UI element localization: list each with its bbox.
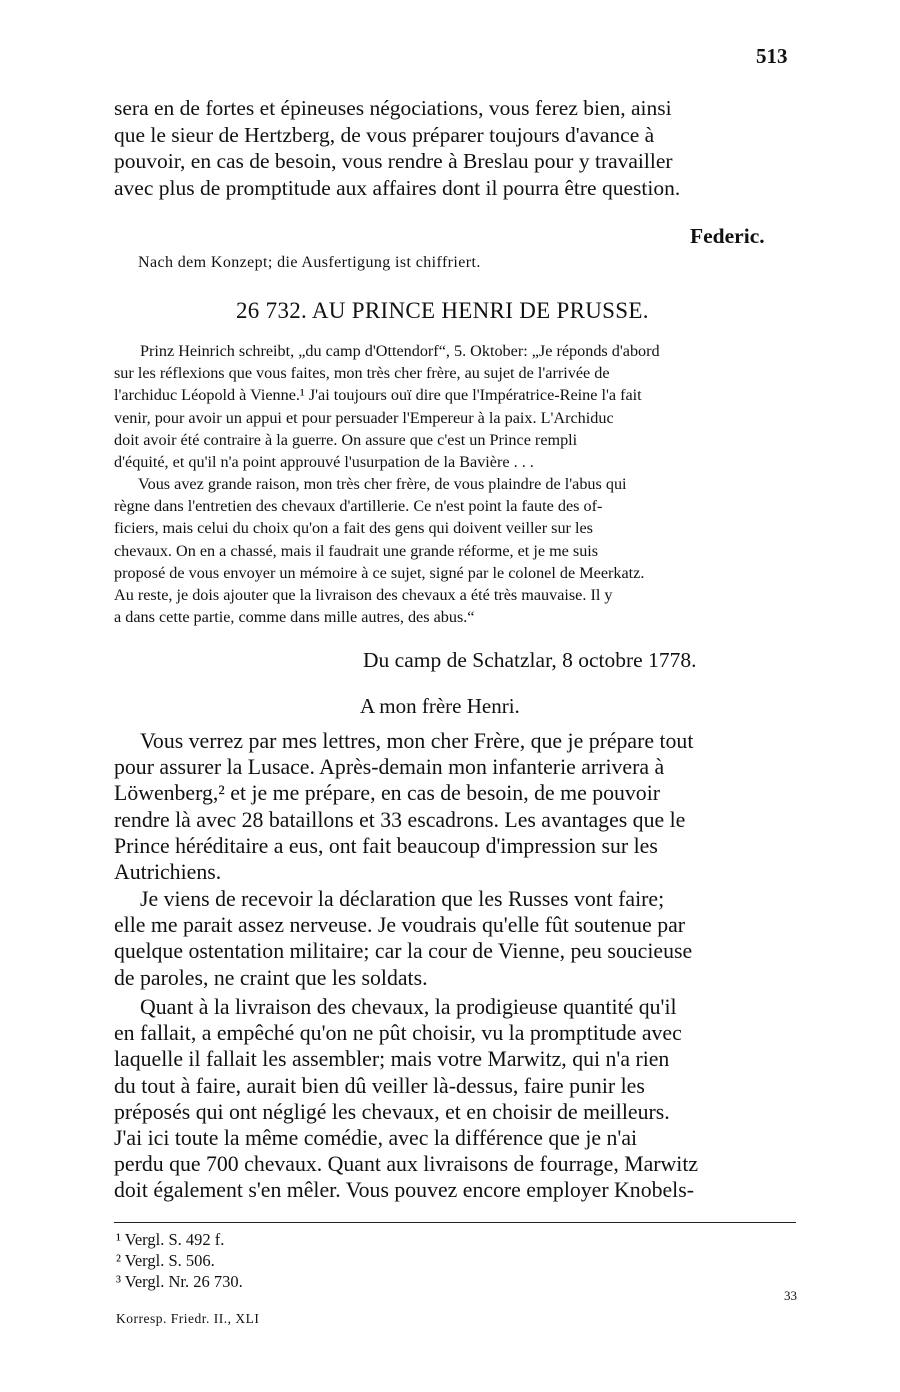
page-number: 513 xyxy=(756,44,788,68)
text-line: doit également s'en mêler. Vous pouvez encore employer Knobels- xyxy=(114,1178,694,1203)
text-line: quelque ostentation militaire; car la cour de Vienne, peu soucieuse xyxy=(114,939,693,964)
body-paragraph-1 xyxy=(114,728,794,885)
text-line: laquelle il fallait les assembler; mais votre Marwitz, qui n'a rien xyxy=(114,1047,670,1072)
prince-letter-paragraph-1 xyxy=(114,340,792,473)
text-line: que le sieur de Hertzberg, de vous préparer toujours d'avance à xyxy=(114,122,655,147)
opening-paragraph xyxy=(114,95,792,201)
text-line: de paroles, ne craint que les soldats. xyxy=(114,965,428,990)
text-line: du tout à faire, aurait bien dû veiller là-dessus, faire punir les xyxy=(114,1073,645,1098)
text-line: Prinz Heinrich schreibt, „du camp d'Ottendorf“, 5. Oktober: „Je réponds d'abord xyxy=(140,342,660,360)
text-line: J'ai ici toute la même comédie, avec la différence que je n'ai xyxy=(114,1126,638,1151)
text-line: d'équité, et qu'il n'a point approuvé l'usurpation de la Bavière . . . xyxy=(114,453,534,472)
footnotes xyxy=(116,1229,243,1292)
text-line: en fallait, a empêché qu'on ne pût choisir, vu la promptitude avec xyxy=(114,1021,682,1046)
text-line: Je viens de recevoir la déclaration que les Russes vont faire; xyxy=(140,887,665,911)
footer-signature: Korresp. Friedr. II., XLI xyxy=(116,1311,260,1326)
dateline: Du camp de Schatzlar, 8 octobre 1778. xyxy=(363,648,697,672)
text-line: Autrichiens. xyxy=(114,860,222,885)
signature: Federic. xyxy=(690,224,765,248)
salutation: A mon frère Henri. xyxy=(360,694,520,718)
text-line: Au reste, je dois ajouter que la livraison des chevaux a été très mauvaise. Il y xyxy=(114,586,613,605)
text-line: Löwenberg,² et je me prépare, en cas de besoin, de me pouvoir xyxy=(114,781,661,806)
text-line: ficiers, mais celui du choix qu'on a fait des gens qui doivent veiller sur les xyxy=(114,519,593,538)
sheet-number: 33 xyxy=(784,1288,797,1303)
body-paragraph-2 xyxy=(114,886,794,991)
text-line: perdu que 700 chevaux. Quant aux livraisons de fourrage, Marwitz xyxy=(114,1152,699,1177)
text-line: l'archiduc Léopold à Vienne.¹ J'ai toujours ouï dire que l'Impératrice-Reine l'a fait xyxy=(114,386,642,405)
text-line: proposé de vous envoyer un mémoire à ce sujet, signé par le colonel de Meerkatz. xyxy=(114,563,645,582)
prince-letter-paragraph-2 xyxy=(114,473,792,628)
text-line: a dans cette partie, comme dans mille autres, des abus.“ xyxy=(114,608,475,627)
text-line: sera en de fortes et épineuses négociations, vous ferez bien, ainsi xyxy=(114,96,672,120)
text-line: Vous avez grande raison, mon très cher frère, de vous plaindre de l'abus qui xyxy=(138,475,627,493)
text-line: elle me parait assez nerveuse. Je voudrais qu'elle fût soutenue par xyxy=(114,913,686,938)
text-line: pour assurer la Lusace. Après-demain mon infanterie arrivera à xyxy=(114,755,665,780)
footnote: ³ Vergl. Nr. 26 730. xyxy=(116,1272,243,1291)
text-line: avec plus de promptitude aux affaires dont il pourra être question. xyxy=(114,175,681,200)
text-line: chevaux. On en a chassé, mais il faudrait une grande réforme, et je me suis xyxy=(114,541,599,560)
text-line: rendre là avec 28 bataillons et 33 escadrons. Les avantages que le xyxy=(114,807,686,832)
text-line: Quant à la livraison des chevaux, la prodigieuse quantité qu'il xyxy=(140,995,677,1019)
text-line: règne dans l'entretien des chevaux d'artillerie. Ce n'est point la faute des of- xyxy=(114,497,603,516)
footnote: ¹ Vergl. S. 492 f. xyxy=(116,1230,225,1249)
text-line: sur les réflexions que vous faites, mon très cher frère, au sujet de l'arrivée de xyxy=(114,364,610,383)
text-line: Prince héréditaire a eus, ont fait beaucoup d'impression sur les xyxy=(114,833,658,858)
text-line: pouvoir, en cas de besoin, vous rendre à Breslau pour y travailler xyxy=(114,149,673,173)
body-paragraph-3 xyxy=(114,994,794,1204)
text-line: Vous verrez par mes lettres, mon cher Frère, que je prépare tout xyxy=(140,729,694,753)
text-line: venir, pour avoir un appui et pour persuader l'Empereur à la paix. L'Archiduc xyxy=(114,408,614,427)
text-line: doit avoir été contraire à la guerre. On assure que c'est un Prince rempli xyxy=(114,430,578,449)
footnote: ² Vergl. S. 506. xyxy=(116,1251,215,1270)
letter-heading: 26 732. AU PRINCE HENRI DE PRUSSE. xyxy=(236,298,649,323)
footnote-rule xyxy=(114,1222,796,1223)
source-note: Nach dem Konzept; die Ausfertigung ist chiffriert. xyxy=(138,254,481,271)
text-line: préposés qui ont négligé les chevaux, et en choisir de meilleurs. xyxy=(114,1099,670,1124)
